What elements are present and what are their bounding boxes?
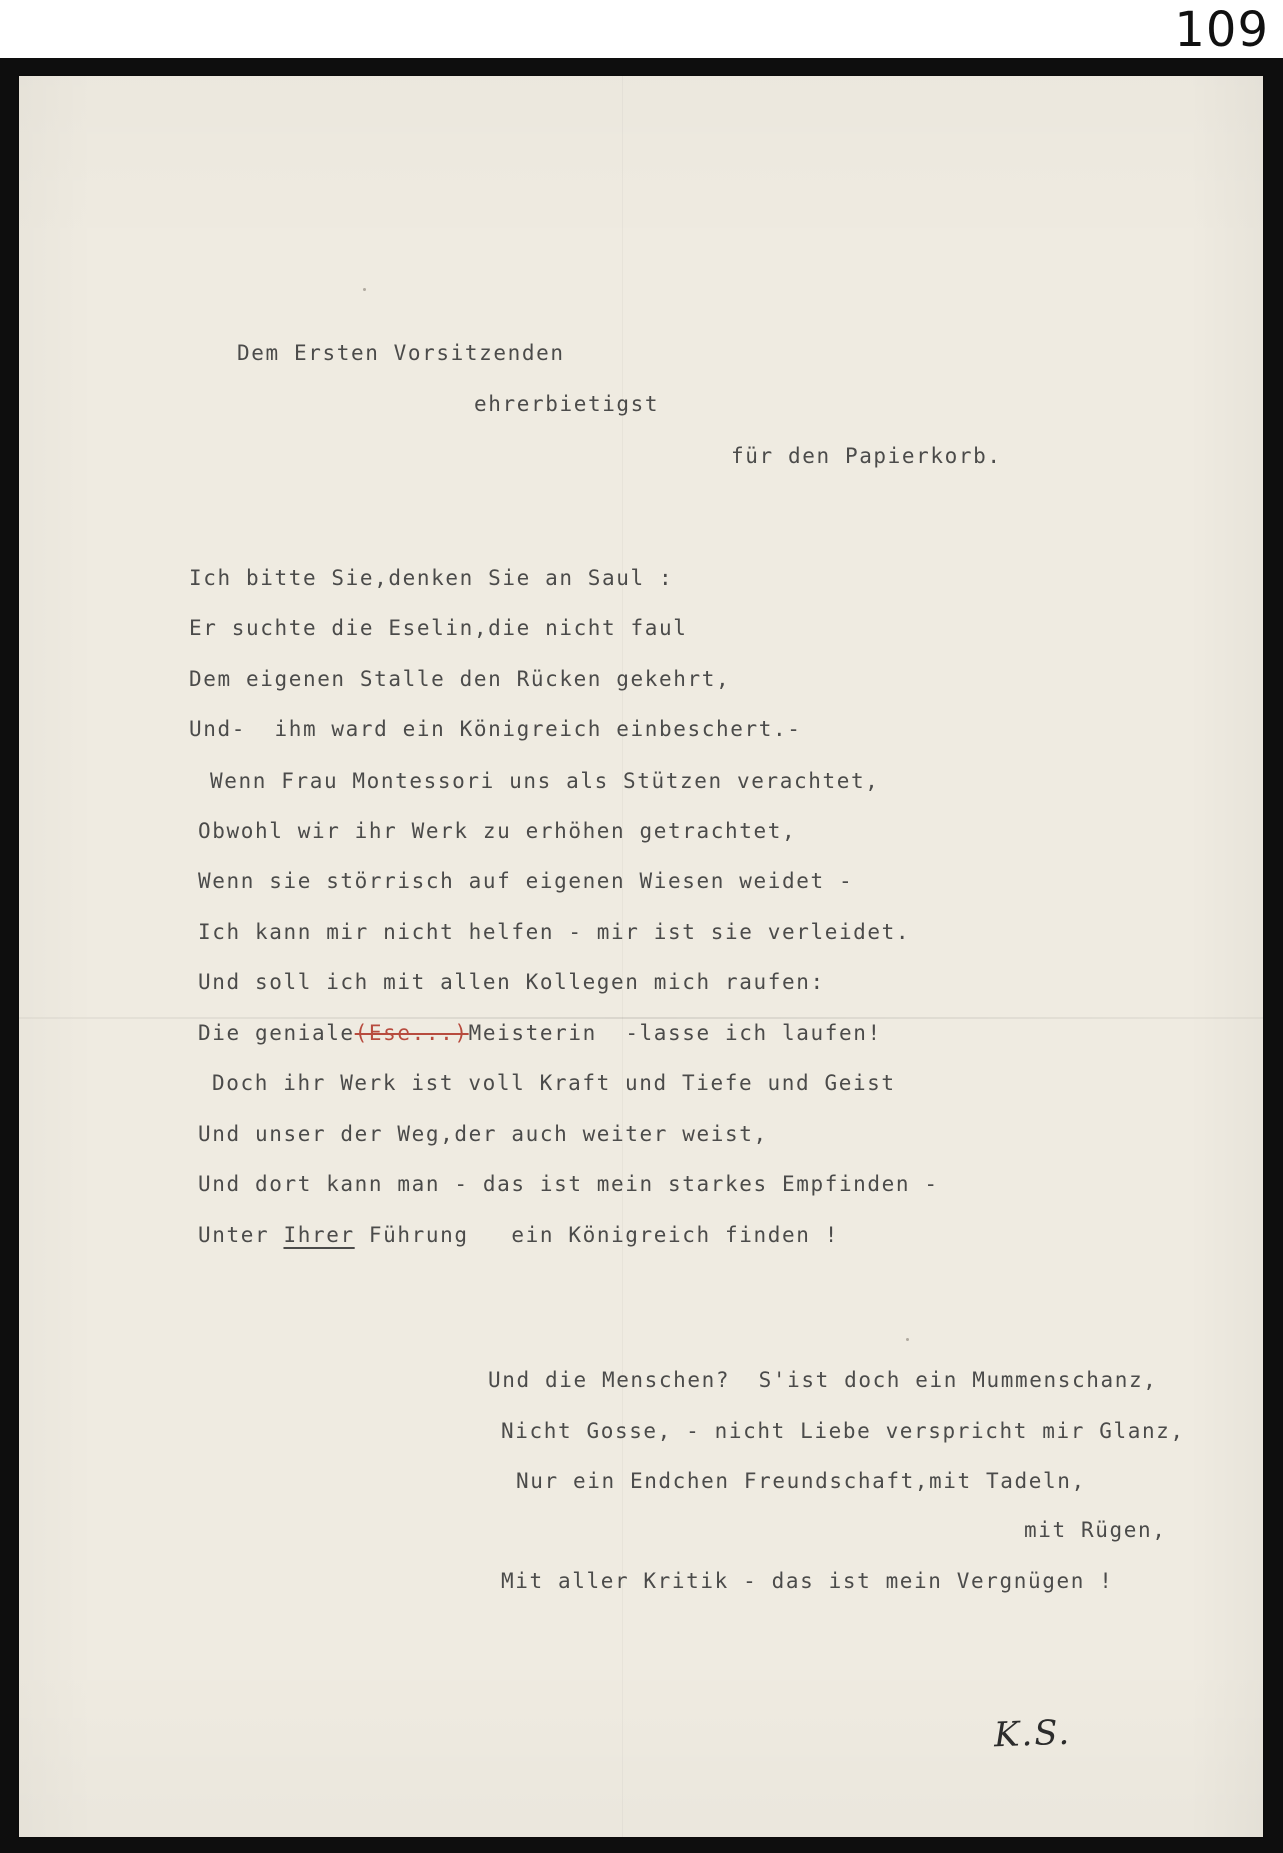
poem-line: Wenn sie störrisch auf eigenen Wiesen weidet - [198, 869, 854, 893]
poem-line: Doch ihr Werk ist voll Kraft und Tiefe und Geist [212, 1071, 896, 1095]
poem-text: Die geniale [198, 1021, 355, 1045]
poem-line: Ich bitte Sie,denken Sie an Saul : [189, 566, 674, 590]
paper-fold-line [19, 1017, 1263, 1019]
poem-line: Und unser der Weg,der auch weiter weist, [198, 1122, 768, 1146]
dedication-line-2: ehrerbietigst [474, 392, 660, 416]
poem-line: Wenn Frau Montessori uns als Stützen verachtet, [210, 769, 880, 793]
poem-line: Er suchte die Eselin,die nicht faul [189, 616, 688, 640]
paper-speck [363, 288, 366, 291]
paper-speck [906, 1338, 909, 1341]
document-page [19, 76, 1263, 1837]
poem-line: Und- ihm ward ein Königreich einbeschert.- [189, 717, 802, 741]
handwritten-signature: K.S. [993, 1712, 1072, 1756]
poem-line [198, 1021, 882, 1045]
poem-line: Ich kann mir nicht helfen - mir ist sie verleidet. [198, 920, 911, 944]
poem-line [198, 1223, 839, 1247]
dedication-line-1: Dem Ersten Vorsitzenden [237, 341, 565, 365]
poem-line: Obwohl wir ihr Werk zu erhöhen getrachtet, [198, 819, 797, 843]
poem-text: Meisterin -lasse ich laufen! [468, 1021, 882, 1045]
poem-line: Und dort kann man - das ist mein starkes Empfinden - [198, 1172, 939, 1196]
poem-text: Führung ein Königreich finden ! [354, 1223, 839, 1247]
verse-line: Und die Menschen? S'ist doch ein Mummenschanz, [488, 1368, 1158, 1392]
verse-line: mit Rügen, [1024, 1518, 1167, 1542]
verse-line: Mit aller Kritik - das ist mein Vergnügen ! [501, 1569, 1114, 1593]
verse-line: Nicht Gosse, - nicht Liebe verspricht mir Glanz, [501, 1419, 1185, 1443]
poem-line: Und soll ich mit allen Kollegen mich raufen: [198, 970, 825, 994]
red-strikethrough-correction: (Ese...) [354, 1021, 469, 1045]
poem-text: Unter [198, 1223, 284, 1247]
underlined-word: Ihrer [283, 1223, 355, 1247]
page-number: 109 [1174, 2, 1269, 58]
dedication-line-3: für den Papierkorb. [731, 444, 1002, 468]
verse-line: Nur ein Endchen Freundschaft,mit Tadeln, [516, 1469, 1086, 1493]
poem-line: Dem eigenen Stalle den Rücken gekehrt, [189, 667, 731, 691]
